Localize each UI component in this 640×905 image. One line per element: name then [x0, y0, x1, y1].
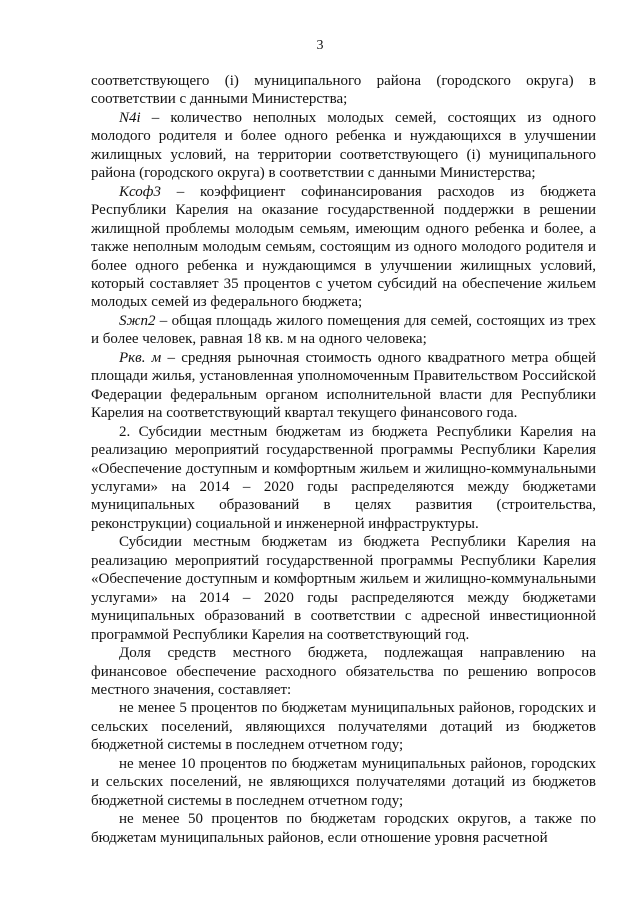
paragraph: Ркв. м – средняя рыночная стоимость одного квадратного метра общей площади жилья, установленная уполномоченным Правительством Российской Федерации федеральным органом исполнительной власти для Республики Карелия на соответствующий квартал текущего финансового года.	[91, 349, 596, 422]
formula-symbol: N4i	[119, 109, 141, 126]
paragraph: Доля средств местного бюджета, подлежащая направлению на финансовое обеспечение расходного обязательства по решению вопросов местного значения, составляет:	[91, 645, 596, 698]
paragraph: Sжп2 – общая площадь жилого помещения для семей, состоящих из трех и более человек, равная 18 кв. м на одного человека;	[91, 312, 596, 348]
paragraph: N4i – количество неполных молодых семей, состоящих из одного молодого родителя и более одного ребенка и нуждающихся в улучшении жилищных условий, на территории соответствующего (i) муниципального района (городского округа) в соответствии с данными Министерства;	[91, 109, 596, 182]
formula-symbol: Kсоф3	[119, 183, 161, 200]
paragraph: не менее 10 процентов по бюджетам муниципальных районов, городских и сельских поселений, не являющихся получателями дотаций из бюджетов бюджетной системы в последнем отчетном году;	[91, 755, 596, 809]
paragraph: не менее 50 процентов по бюджетам городских округов, а также по бюджетам муниципальных районов, если отношение уровня расчетной	[91, 811, 596, 846]
paragraph: 2. Субсидии местным бюджетам из бюджета Республики Карелия на реализацию мероприятий государственной программы Республики Карелия «Обеспечение доступным и комфортным жильем и жилищно-коммунальными услугами» на 2014 – 2020 годы распределяются между бюджетами муниципальных образований в целях развития (строительства, реконструкции) социальной и инженерной инфраструктуры.	[91, 423, 596, 532]
page-number: 3	[316, 38, 324, 53]
formula-symbol: Sжп2	[119, 312, 156, 329]
paragraph: соответствующего (i) муниципального района (городского округа) в соответствии с данными Министерства;	[91, 73, 596, 108]
paragraph: Субсидии местным бюджетам из бюджета Республики Карелия на реализацию мероприятий государственной программы Республики Карелия «Обеспечение доступным и комфортным жильем и жилищно-коммунальными услугами» на 2014 – 2020 годы распределяются между бюджетами муниципальных образований в соответствии с адресной инвестиционной программой Республики Карелия на соответствующий год.	[91, 534, 596, 643]
formula-symbol: Ркв. м	[119, 349, 162, 366]
body-text	[91, 72, 596, 847]
paragraph: Kсоф3 – коэффициент софинансирования расходов из бюджета Республики Карелия на оказание государственной поддержки в решении жилищной проблемы молодым семьям, имеющим одного ребенка и более, а также неполным молодым семьям, состоящим из одного молодого родителя и более одного ребенка и нуждающимся в улучшении жилищных условий, который составляет 35 процентов с учетом субсидий на обеспечение жильем молодых семей из федерального бюджета;	[91, 183, 596, 311]
paragraph: не менее 5 процентов по бюджетам муниципальных районов, городских и сельских поселений, являющихся получателями дотаций из бюджетов бюджетной системы в последнем отчетном году;	[91, 700, 596, 754]
